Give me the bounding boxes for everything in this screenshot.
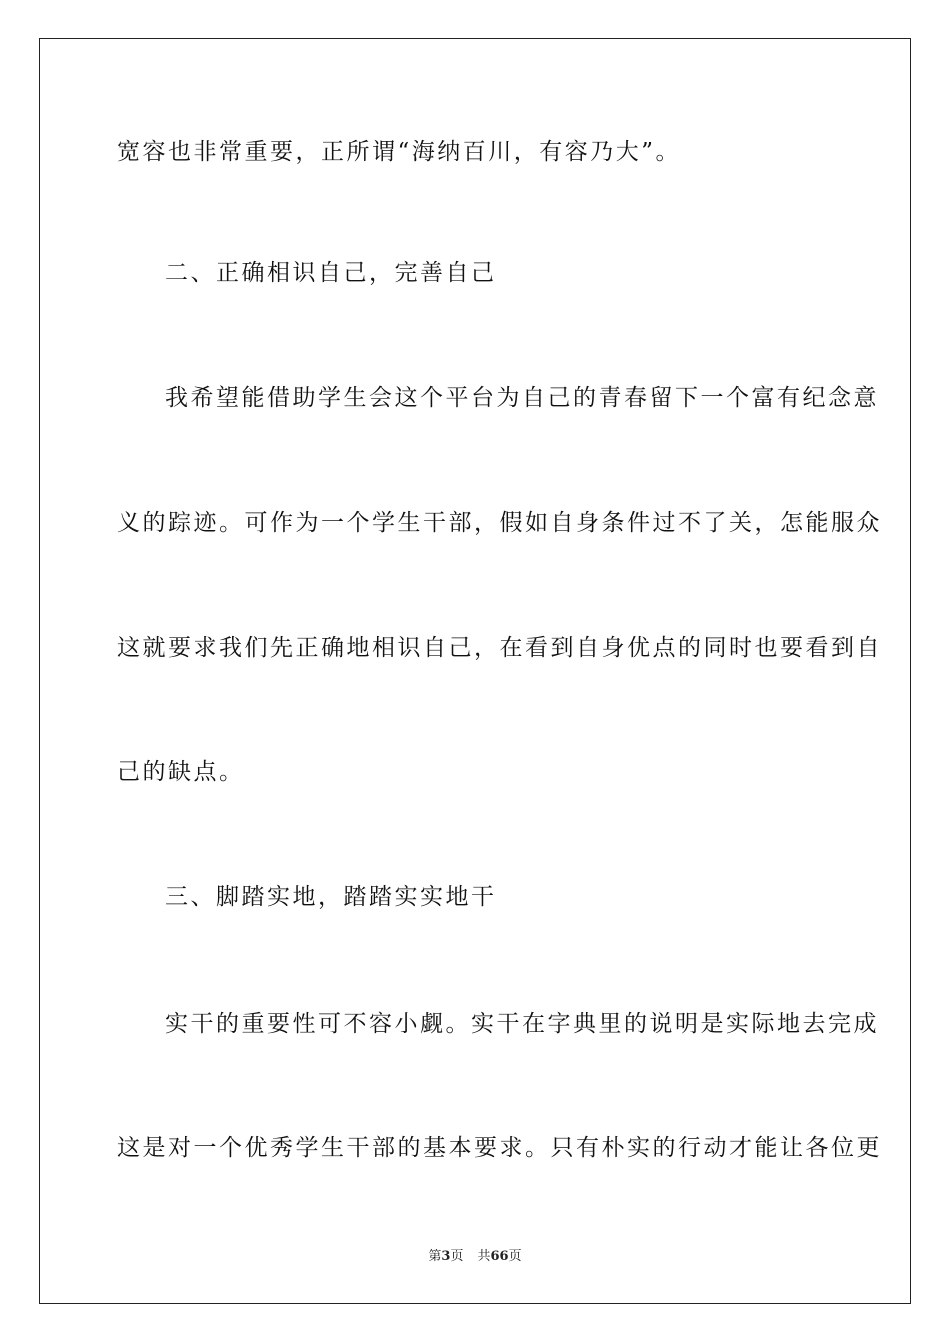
body-text-line: 宽容也非常重要，正所谓“海纳百川，有容乃大”。 — [117, 139, 682, 165]
total-prefix: 共 — [477, 1249, 491, 1264]
body-text-line: 这就要求我们先正确地相识自己，在看到自身优点的同时也要看到自 — [117, 635, 882, 661]
section-heading: 二、正确相识自己，完善自己 — [165, 260, 497, 286]
body-text-line: 义的踪迹。可作为一个学生干部，假如自身条件过不了关，怎能服众 — [117, 510, 882, 536]
total-pages: 66 — [490, 1249, 509, 1264]
page-number: 3 — [441, 1249, 451, 1264]
page-prefix: 第 — [428, 1249, 442, 1264]
body-text-line: 己的缺点。 — [117, 759, 245, 785]
page-frame — [39, 38, 911, 1304]
page-suffix: 页 — [450, 1249, 464, 1264]
total-suffix: 页 — [508, 1249, 522, 1264]
body-text-line: 实干的重要性可不容小觑。实干在字典里的说明是实际地去完成 — [165, 1011, 879, 1037]
body-text-line: 我希望能借助学生会这个平台为自己的青春留下一个富有纪念意 — [165, 385, 879, 411]
section-heading: 三、脚踏实地，踏踏实实地干 — [165, 884, 497, 910]
body-text-line: 这是对一个优秀学生干部的基本要求。只有朴实的行动才能让各位更 — [117, 1135, 882, 1161]
page-footer — [0, 1248, 950, 1266]
